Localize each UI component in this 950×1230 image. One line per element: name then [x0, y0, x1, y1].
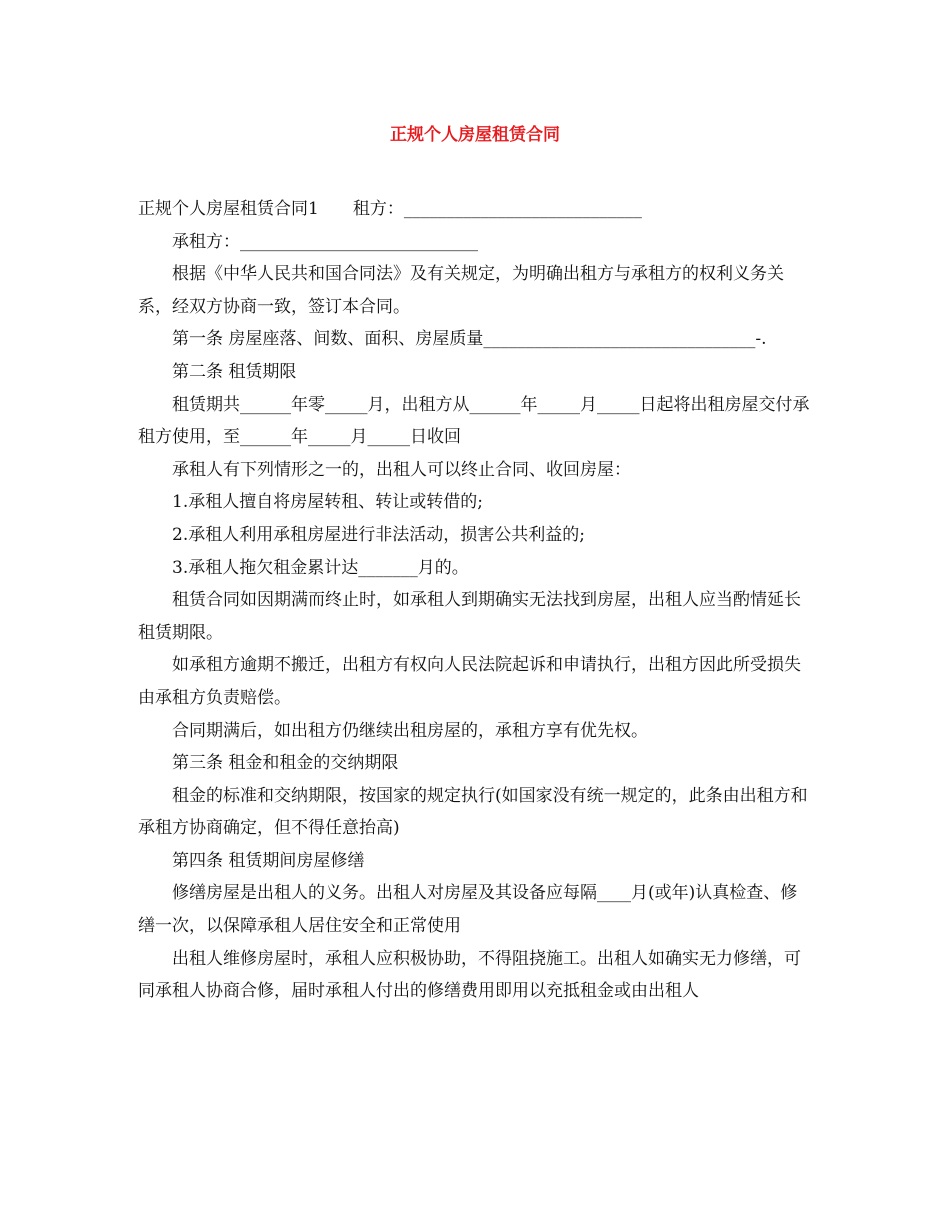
paragraph-lease-term: 租赁期共______年零_____月，出租方从______年_____月_____日起将出租房屋交付承租方使用，至______年_____月_____日收回	[138, 394, 810, 448]
paragraph-termination-1: 1.承租人擅自将房屋转租、转让或转借的;	[172, 492, 483, 513]
paragraph-termination-intro: 承租人有下列情形之一的，出租人可以终止合同、收回房屋：	[172, 459, 631, 480]
paragraph-article-1: 第一条 房屋座落、间数、面积、房屋质量________________________________-.	[172, 329, 767, 350]
document-body	[138, 193, 814, 1008]
paragraph-repair-cooperation: 出租人维修房屋时，承租人应积极协助，不得阻挠施工。出租人如确实无力修缮，可同承租人协商合修，届时承租人付出的修缮费用即用以充抵租金或由出租人	[138, 948, 801, 1002]
paragraph-article-2-heading: 第二条 租赁期限	[172, 361, 297, 382]
paragraph-overdue: 如承租方逾期不搬迁，出租方有权向人民法院起诉和申请执行，出租方因此所受损失由承租方负责赔偿。	[138, 655, 801, 708]
paragraph-priority: 合同期满后，如出租方仍继续出租房屋的，承租方享有优先权。	[172, 720, 648, 741]
paragraph-termination-2: 2.承租人利用承租房屋进行非法活动，损害公共利益的;	[172, 524, 585, 545]
paragraph-article-3-heading: 第三条 租金和租金的交纳期限	[172, 753, 399, 774]
paragraph-lessee: 承租方：____________________________	[172, 231, 478, 252]
paragraph-termination-3: 3.承租人拖欠租金累计达_______月的。	[172, 557, 469, 578]
paragraph-rent-standard: 租金的标准和交纳期限，按国家的规定执行(如国家没有统一规定的，此条由出租方和承租方协商确定，但不得任意抬高)	[138, 785, 808, 839]
paragraph-heading-line: 正规个人房屋租赁合同1 租方：____________________________	[138, 199, 642, 219]
paragraph-extension: 租赁合同如因期满而终止时，如承租人到期确实无法找到房屋，出租人应当酌情延长租赁期限。	[138, 590, 801, 643]
paragraph-article-4-heading: 第四条 租赁期间房屋修缮	[172, 850, 365, 871]
paragraph-preamble: 根据《中华人民共和国合同法》及有关规定，为明确出租方与承租方的权利义务关系，经双方协商一致，签订本合同。	[138, 264, 784, 317]
document-title: 正规个人房屋租赁合同	[390, 125, 560, 145]
paragraph-repair-duty: 修缮房屋是出租人的义务。出租人对房屋及其设备应每隔____月(或年)认真检查、修缮一次，以保障承租人居住安全和正常使用	[138, 883, 798, 937]
